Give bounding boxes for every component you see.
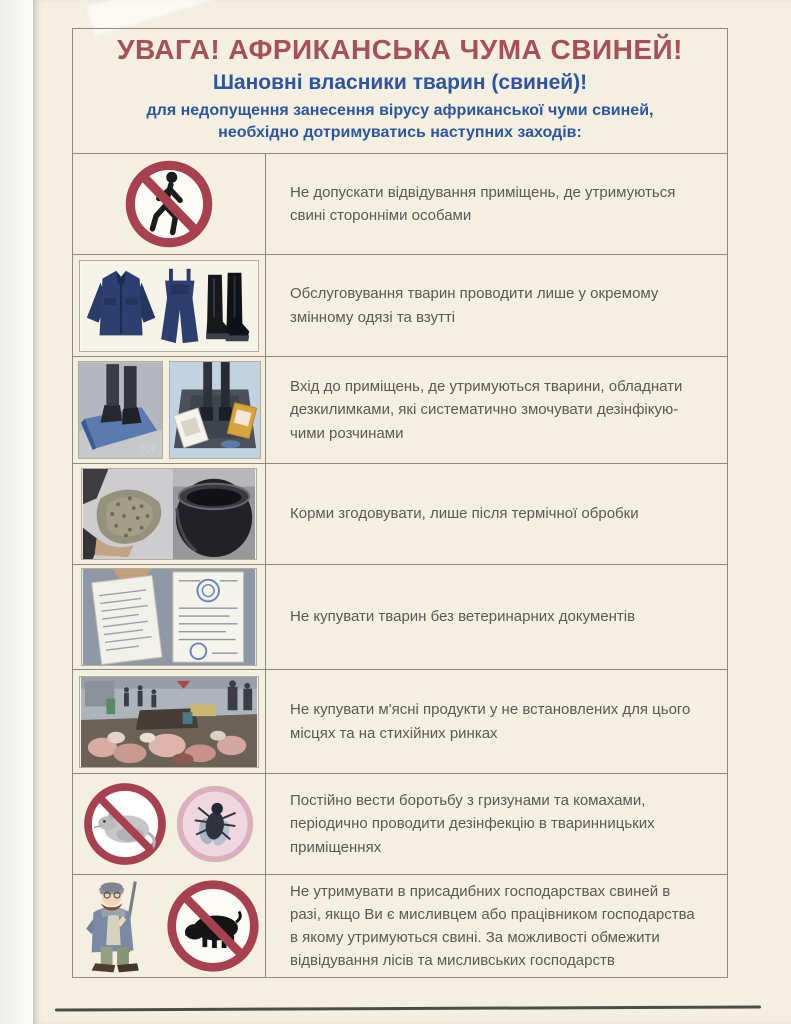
- rule-icon-cell: [73, 565, 266, 669]
- rule-text: Не купувати тварин без ветеринарних документів: [290, 608, 636, 626]
- no-rodents-icon: [82, 781, 168, 867]
- veterinary-documents-photo-icon: [81, 568, 257, 666]
- disinfection-mat-photo-1-icon: [78, 361, 163, 459]
- rule-icon-cell: [73, 774, 266, 874]
- rule-row: [73, 669, 727, 773]
- no-pigs-icon: [165, 878, 261, 974]
- work-clothes-boots-icon: [79, 260, 259, 352]
- rule-icon-cell: [73, 357, 266, 463]
- rule-icon-cell: [73, 670, 266, 773]
- rule-icon-cell: [73, 154, 266, 254]
- hunter-cartoon-icon: [77, 876, 159, 976]
- page-subtitle: Шановні власники тварин (свиней)!: [212, 71, 588, 95]
- rule-text: Не допускати відвідування приміщень, де утримуються свині сторонніми особами: [290, 183, 676, 224]
- poster-table: [72, 28, 728, 978]
- rule-text: Не утримувати в присадибних господарствах свиней в разі, якщо Ви є мисливцем або працівником господарства в якому утримуються свині. За можливості обмежити відвідування лісів та мисливських господарств: [290, 882, 695, 970]
- street-market-photo-icon: [79, 676, 259, 768]
- rule-row: [73, 356, 727, 463]
- intro-line-2: необхідно дотримуватись наступних заходів:: [218, 124, 582, 141]
- svg-text:ТОР: ТОР: [139, 443, 157, 454]
- rule-text: Корми згодовувати, лише після термічної обробки: [290, 505, 639, 523]
- rule-text: Вхід до приміщень, де утримуються тварини, обладнати дезкилимками, які систематично змочувати дезінфікую-чими розчинами: [290, 378, 683, 442]
- rule-text: Обслуговування тварин проводити лише у окремому змінному одязі та взутті: [290, 285, 659, 326]
- feed-and-pot-photo-icon: [81, 468, 257, 560]
- rule-icon-cell: [73, 875, 266, 977]
- disinfection-mat-photo-2-icon: [169, 361, 261, 459]
- intro-text: [83, 100, 717, 143]
- rule-row: [73, 153, 727, 254]
- rule-row: [73, 874, 727, 977]
- no-insects-icon: [174, 783, 256, 865]
- rule-row: [73, 463, 727, 564]
- rule-text: Постійно вести боротьбу з гризунами та комахами, періодично проводити дезінфекцію в тваринницьких приміщеннях: [290, 792, 655, 856]
- rule-text: Не купувати м'ясні продукти у не встановлених для цього місцях та на стихійних ринках: [290, 701, 691, 742]
- rule-icon-cell: [73, 464, 266, 564]
- page-title: УВАГА! АФРИКАНСЬКА ЧУМА СВИНЕЙ!: [117, 34, 683, 66]
- rule-icon-cell: [73, 255, 266, 356]
- no-pedestrian-icon: [123, 158, 215, 250]
- rule-row: [73, 773, 727, 874]
- rule-row: [73, 564, 727, 669]
- rule-row: [73, 254, 727, 356]
- intro-line-1: для недопущення занесення вірусу африканської чуми свиней,: [146, 102, 654, 120]
- table-header: [73, 29, 727, 153]
